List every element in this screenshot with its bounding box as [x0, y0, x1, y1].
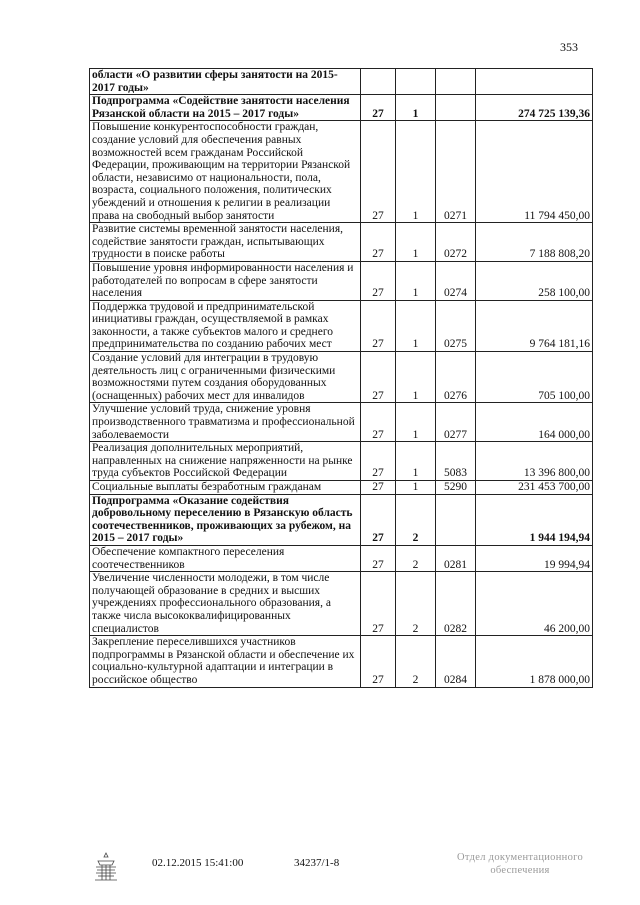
amount: 1 878 000,00: [476, 636, 593, 687]
col-a: 27: [361, 223, 396, 262]
col-code: 0281: [436, 545, 476, 571]
amount: 258 100,00: [476, 261, 593, 300]
col-code: 0276: [436, 352, 476, 403]
emblem-stamp-icon: [92, 851, 120, 888]
col-code: [436, 69, 476, 95]
col-code: 5290: [436, 481, 476, 495]
col-a: 27: [361, 95, 396, 121]
col-b: [396, 69, 436, 95]
amount: 9 764 181,16: [476, 300, 593, 351]
col-a: [361, 69, 396, 95]
item-name: Развитие системы временной занятости населения, содействие занятости граждан, испытывающих трудности в поиске работы: [90, 223, 361, 262]
table-row: [90, 494, 593, 545]
col-a: 27: [361, 545, 396, 571]
footer-office-line1: Отдел документационного: [456, 852, 584, 863]
page-number: 353: [560, 40, 578, 54]
col-code: 0271: [436, 121, 476, 223]
item-name: области «О развитии сферы занятости на 2015-2017 годы»: [90, 69, 361, 95]
table-row: [90, 69, 593, 95]
col-b: 2: [396, 494, 436, 545]
budget-table: [89, 68, 593, 688]
col-a: 27: [361, 261, 396, 300]
col-b: 1: [396, 121, 436, 223]
col-a: 27: [361, 636, 396, 687]
amount: 11 794 450,00: [476, 121, 593, 223]
amount: 19 994,94: [476, 545, 593, 571]
table-row: [90, 223, 593, 262]
item-name: Реализация дополнительных мероприятий, направленных на снижение напряженности на рынке труда субъектов Российской Федерации: [90, 442, 361, 481]
table-row: [90, 403, 593, 442]
col-b: 1: [396, 442, 436, 481]
col-a: 27: [361, 121, 396, 223]
amount: 46 200,00: [476, 572, 593, 636]
item-name: Подпрограмма «Содействие занятости населения Рязанской области на 2015 – 2017 годы»: [90, 95, 361, 121]
amount: 231 453 700,00: [476, 481, 593, 495]
col-b: 1: [396, 261, 436, 300]
amount: 164 000,00: [476, 403, 593, 442]
item-name: Социальные выплаты безработным гражданам: [90, 481, 361, 495]
col-b: 1: [396, 95, 436, 121]
col-a: 27: [361, 442, 396, 481]
col-a: 27: [361, 403, 396, 442]
table-row: [90, 95, 593, 121]
item-name: Увеличение численности молодежи, в том числе получающей образование в средних и высших учреждениях профессионального образования, а также числа высококвалифицированных специалистов: [90, 572, 361, 636]
item-name: Обеспечение компактного переселения соотечественников: [90, 545, 361, 571]
col-code: 5083: [436, 442, 476, 481]
col-a: 27: [361, 481, 396, 495]
footer-datetime: 02.12.2015 15:41:00: [152, 857, 244, 869]
amount: [476, 69, 593, 95]
col-b: 1: [396, 481, 436, 495]
table-row: [90, 545, 593, 571]
amount: 7 188 808,20: [476, 223, 593, 262]
table-row: [90, 572, 593, 636]
col-code: 0284: [436, 636, 476, 687]
col-b: 2: [396, 545, 436, 571]
col-code: 0277: [436, 403, 476, 442]
col-b: 2: [396, 636, 436, 687]
col-b: 1: [396, 403, 436, 442]
amount: 705 100,00: [476, 352, 593, 403]
item-name: Улучшение условий труда, снижение уровня производственного травматизма и профессиональной заболеваемости: [90, 403, 361, 442]
col-code: 0275: [436, 300, 476, 351]
col-a: 27: [361, 352, 396, 403]
col-code: 0272: [436, 223, 476, 262]
item-name: Повышение уровня информированности населения и работодателей по вопросам в сфере занятости населения: [90, 261, 361, 300]
amount: 1 944 194,94: [476, 494, 593, 545]
col-b: 1: [396, 223, 436, 262]
table-row: [90, 300, 593, 351]
footer-office-line2: обеспечения: [490, 865, 550, 876]
col-b: 1: [396, 352, 436, 403]
col-a: 27: [361, 300, 396, 351]
col-code: 0274: [436, 261, 476, 300]
table-row: [90, 442, 593, 481]
col-code: [436, 95, 476, 121]
item-name: Закрепление переселившихся участников подпрограммы в Рязанской области и обеспечение их социально-культурной адаптации и интеграции в российское общество: [90, 636, 361, 687]
item-name: Повышение конкурентоспособности граждан, создание условий для обеспечения равных возможностей всем гражданам Российской Федерации, проживающим на территории Рязанской области, независимо от национальности, пола, возраста, социального положения, политических убеждений и отношения к религии в реализации права на свободный выбор занятости: [90, 121, 361, 223]
footer-office-stamp: [445, 851, 595, 877]
table-row: [90, 481, 593, 495]
amount: 274 725 139,36: [476, 95, 593, 121]
table-row: [90, 121, 593, 223]
table-row: [90, 261, 593, 300]
footer-doc-number: 34237/1-8: [294, 857, 340, 869]
col-a: 27: [361, 494, 396, 545]
budget-table-body: [90, 69, 593, 688]
col-b: 1: [396, 300, 436, 351]
item-name: Поддержка трудовой и предпринимательской инициативы граждан, осуществляемой в рамках законности, а также субъектов малого и среднего предпринимательства по созданию рабочих мест: [90, 300, 361, 351]
amount: 13 396 800,00: [476, 442, 593, 481]
col-a: 27: [361, 572, 396, 636]
col-code: [436, 494, 476, 545]
table-row: [90, 352, 593, 403]
table-row: [90, 636, 593, 687]
item-name: Создание условий для интеграции в трудовую деятельность лиц с ограниченными физическими возможностями путем создания оборудованных (оснащенных) рабочих мест для инвалидов: [90, 352, 361, 403]
item-name: Подпрограмма «Оказание содействия добровольному переселению в Рязанскую область соотечественников, проживающих за рубежом, на 2015 – 2017 годы»: [90, 494, 361, 545]
col-code: 0282: [436, 572, 476, 636]
col-b: 2: [396, 572, 436, 636]
